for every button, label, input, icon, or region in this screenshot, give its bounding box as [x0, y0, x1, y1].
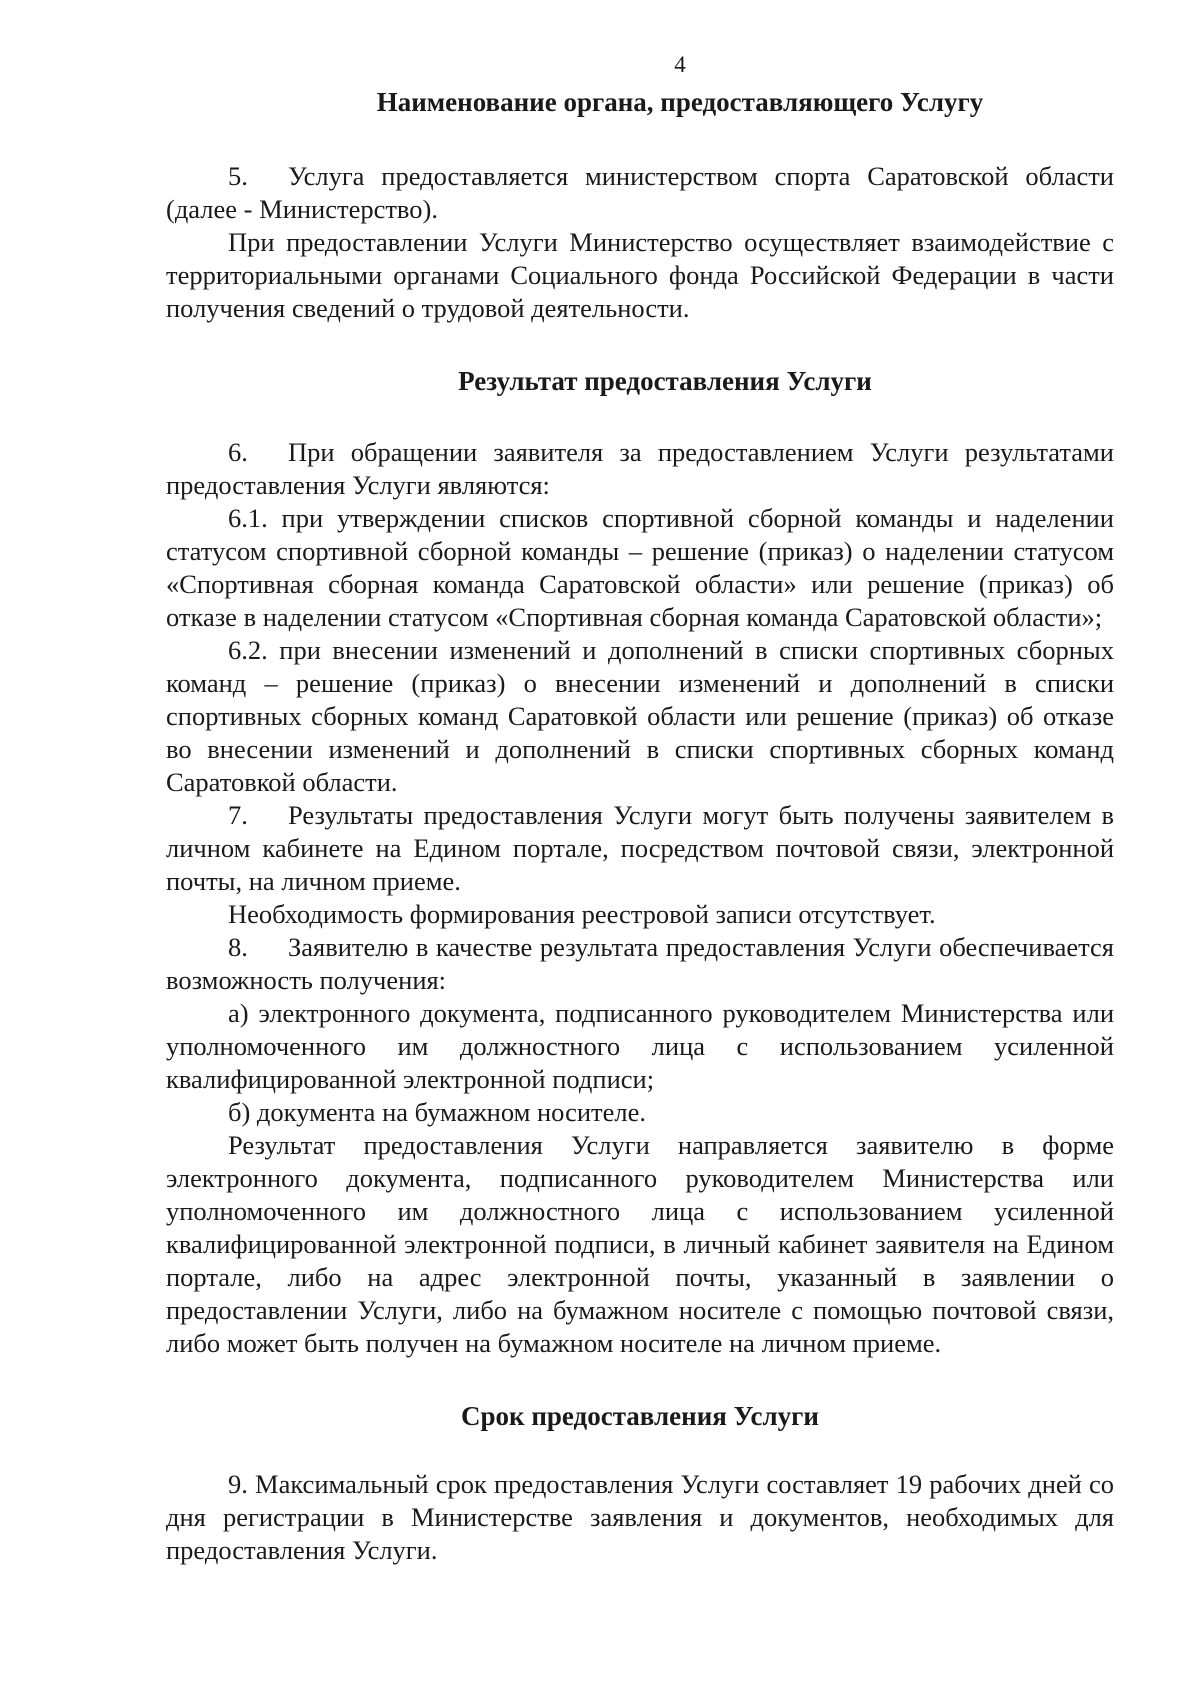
- paragraph-6-2: [166, 634, 1114, 799]
- paragraph-9: [166, 1468, 1114, 1567]
- paragraph-7: [166, 799, 1114, 898]
- paragraph-text: Заявителю в качестве результата предоставления Услуги обеспечивается возможность получения:: [166, 931, 1114, 995]
- paragraph: [166, 1129, 1114, 1360]
- paragraph-6-1: [166, 502, 1114, 634]
- paragraph-8-b: [166, 1096, 1114, 1129]
- paragraph-text: б) документа на бумажном носителе.: [228, 1096, 646, 1127]
- paragraph-number: 8.: [228, 931, 248, 962]
- paragraph-number: 5.: [228, 161, 248, 192]
- paragraph-number: 7.: [228, 799, 248, 830]
- paragraph-text: Результаты предоставления Услуги могут быть получены заявителем в личном кабинете на Едином портале, посредством почтовой связи, электронной почты, на личном приеме.: [166, 799, 1114, 896]
- paragraph-text: Результат предоставления Услуги направляется заявителю в форме электронного документа, подписанного руководителем Министерства или уполномоченного им должностного лица с использованием усиленной квалифицированной электронной подписи, в личный кабинет заявителя на Едином портале, либо на адрес электронной почты, указанный в заявлении о предоставлении Услуги, либо на бумажном носителе с помощью почтовой связи, либо может быть получен на бумажном носителе на личном приеме.: [166, 1129, 1114, 1358]
- paragraph-text: Необходимость формирования реестровой записи отсутствует.: [228, 898, 936, 929]
- section-heading: Наименование органа, предоставляющего Услугу: [376, 87, 984, 117]
- paragraph-text: При обращении заявителя за предоставлением Услуги результатами предоставления Услуги являются:: [166, 436, 1114, 500]
- paragraph-6: [166, 436, 1114, 502]
- paragraph-number: 6.: [228, 436, 248, 467]
- paragraph-text: 6.1. при утверждении списков спортивной сборной команды и наделении статусом спортивной сборной команды – решение (приказ) о наделении статусом «Спортивная сборная команда Саратовской области» или решение (приказ) об отказе в наделении статусом «Спортивная сборная команда Саратовской области»;: [166, 502, 1114, 632]
- paragraph-8-a: [166, 997, 1114, 1096]
- paragraph-text: 9. Максимальный срок предоставления Услуги составляет 19 рабочих дней со дня регистрации в Министерстве заявления и документов, необходимых для предоставления Услуги.: [166, 1469, 1114, 1566]
- section-result: [166, 365, 1114, 1359]
- section-heading: Результат предоставления Услуги: [458, 366, 872, 397]
- paragraph-text: Услуга предоставляется министерством спорта Саратовской области (далее - Министерство).: [166, 161, 1114, 225]
- section-heading: Срок предоставления Услуги: [461, 1400, 819, 1431]
- paragraph-8: [166, 931, 1114, 997]
- section-authority: [166, 86, 1114, 325]
- paragraph-5: [166, 160, 1114, 226]
- paragraph-text: а) электронного документа, подписанного руководителем Министерства или уполномоченного им должностного лица с использованием усиленной квалифицированной электронной подписи;: [166, 997, 1114, 1094]
- page-number: 4: [674, 52, 686, 77]
- paragraph: [166, 898, 1114, 931]
- paragraph: [166, 226, 1114, 325]
- paragraph-text: При предоставлении Услуги Министерство осуществляет взаимодействие с территориальными органами Социального фонда Российской Федерации в части получения сведений о трудовой деятельности.: [166, 227, 1114, 324]
- section-term: [166, 1400, 1114, 1567]
- paragraph-text: 6.2. при внесении изменений и дополнений в списки спортивных сборных команд – решение (приказ) о внесении изменений и дополнений в списки спортивных сборных команд Саратовкой области или решение (приказ) об отказе во внесении изменений и дополнений в списки спортивных сборных команд Саратовкой области.: [166, 634, 1114, 797]
